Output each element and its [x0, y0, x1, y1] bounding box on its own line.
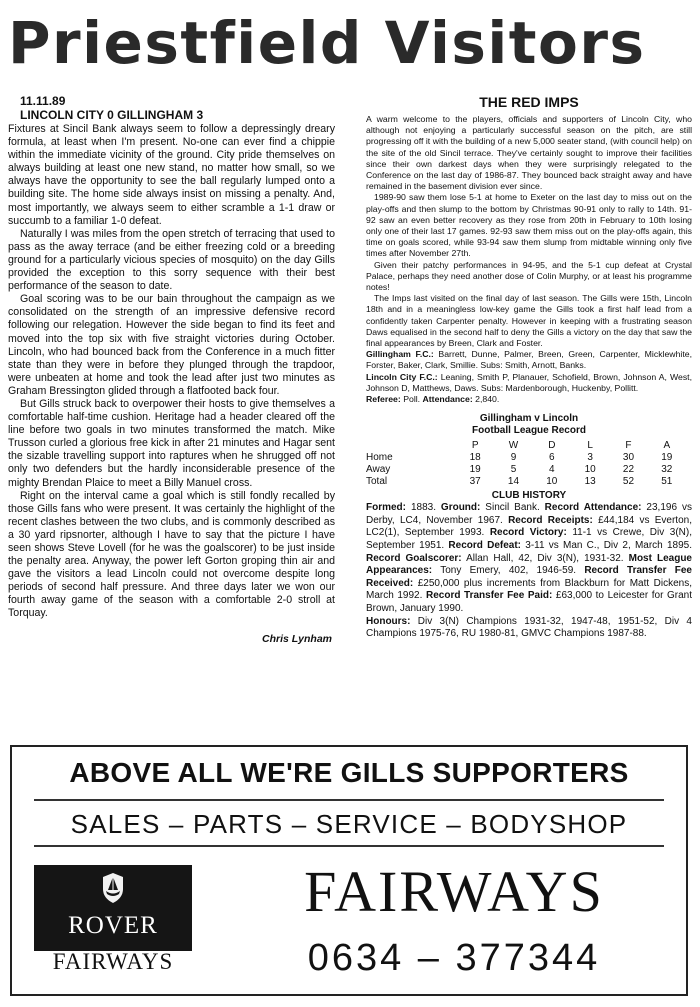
- lincoln-lineup-label: Lincoln City F.C.:: [366, 371, 438, 382]
- table-cell: 32: [661, 464, 673, 476]
- column-header: D: [548, 440, 556, 452]
- attendance-label: Attendance:: [422, 394, 473, 405]
- gills-lineup-label: Gillingham F.C.:: [366, 349, 434, 360]
- page-title: Priestfield Visitors: [8, 9, 646, 77]
- match-report-column: [8, 94, 335, 646]
- attendance-text: 2,840.: [472, 394, 500, 405]
- report-paragraph: But Gills struck back to overpower their hosts to give themselves a comfortable half-time cushion. Heritage had a header cleared off the line before two goals in two minutes transformed the match. Mike Trusson curled a glorious free kick in after 21 minutes and Hagar sent the sizable travelling support into raptures when he shrugged off not only two defenders but the hardly inconsiderable presence of the mighty Brendan Plaice to meet a Billy Manuel cross.: [8, 397, 335, 489]
- section-heading: THE RED IMPS: [479, 94, 579, 110]
- column-header: L: [587, 440, 593, 452]
- table-corner: [366, 440, 456, 452]
- honours-label: Honours:: [366, 615, 411, 627]
- dealer-name: FAIRWAYS: [304, 859, 604, 924]
- column-header: F: [625, 440, 632, 452]
- author-signature: Chris Lynham: [261, 632, 332, 645]
- table-cell: 51: [661, 476, 673, 488]
- league-record-table: [366, 440, 686, 488]
- table-cell: 5: [510, 464, 517, 476]
- table-cell: 3: [587, 452, 593, 464]
- table-cell: 18: [469, 452, 481, 464]
- visitors-profile-column: [366, 94, 692, 641]
- table-cell: 19: [661, 452, 673, 464]
- club-history-title: CLUB HISTORY: [491, 490, 567, 502]
- report-paragraph: Naturally I was miles from the open stretch of terracing that used to pass as the away terrace (and be either freezing cold or a breeding ground for a particularly vicious species of mosquito) on the day Gills provided the exception to this sorry sequence with their best performance of the season to date.: [8, 227, 335, 293]
- match-score: LINCOLN CITY 0 GILLINGHAM 3: [20, 108, 204, 122]
- honours-text: [366, 616, 692, 641]
- table-cell: 10: [546, 476, 558, 488]
- history-value: Sincil Bank.: [480, 502, 545, 514]
- fairways-advert: [10, 745, 688, 996]
- table-cell: 10: [584, 464, 596, 476]
- history-value: Allan Hall, 42, Div 3(N), 1931-32.: [461, 552, 629, 564]
- lincoln-lineup: [366, 372, 692, 394]
- match-date: 11.11.89: [20, 94, 66, 108]
- history-label: Record Receipts:: [508, 514, 593, 526]
- history-value: 3-11 vs Man C., Div 2, March 1895.: [521, 540, 692, 552]
- profile-paragraph: Given their patchy performances in 94-95, and the 5-1 cup defeat at Crystal Palace, perhaps they need another dose of Colin Murphy, or at least his programme notes!: [366, 259, 692, 293]
- table-row: [366, 464, 686, 476]
- gills-lineup-text: Barrett, Dunne, Palmer, Breen, Green, Carpenter, Micklewhite, Forster, Baker, Clark, Smillie. Subs: Smith, Arnott, Banks.: [366, 349, 692, 371]
- history-label: Record Goalscorer:: [366, 552, 462, 564]
- history-value: 1883.: [406, 502, 441, 514]
- advert-headline: ABOVE ALL WE'RE GILLS SUPPORTERS: [69, 757, 629, 788]
- table-row: [366, 452, 686, 464]
- history-value: 23,196 vs Derby, LC4, November 1967.: [366, 502, 692, 526]
- row-label: Home: [366, 452, 393, 464]
- viking-ship-icon: [100, 873, 126, 903]
- history-label: Ground:: [440, 502, 481, 514]
- table-row: [366, 476, 686, 488]
- profile-paragraph: The Imps last visited on the final day of last season. The Gills were 15th, Lincoln 18th and in a meaningless low-key game the Gills took a first half lead from a confidently taken Carpenter penalty. However in keeping with a frustrating season Daws equalised in the second half to deny the Gills a victory on the day that saw the final appearances by Breen, Clark and Foster.: [366, 293, 692, 349]
- referee-text: Poll.: [400, 394, 423, 405]
- history-label: Record Transfer Fee Received:: [366, 565, 692, 589]
- history-label: Most League Appearances:: [366, 552, 692, 577]
- table-cell: 14: [507, 476, 520, 488]
- gills-lineup: [366, 349, 692, 371]
- club-history-text: [366, 502, 692, 615]
- rover-logo: [34, 865, 192, 951]
- table-cell: 6: [549, 452, 555, 464]
- history-value: £44,184 vs Everton, LC2(1), September 1993.: [366, 514, 692, 539]
- column-header: P: [471, 440, 479, 452]
- history-label: Record Defeat:: [448, 540, 522, 552]
- record-title-line: Gillingham v Lincoln: [479, 413, 579, 425]
- table-cell: 22: [622, 464, 635, 476]
- history-value: 11-1 vs Crewe, Div 3(N), September 1951.: [366, 527, 692, 552]
- referee-label: Referee:: [366, 394, 401, 405]
- advert-services: SALES – PARTS – SERVICE – BODYSHOP: [70, 809, 628, 839]
- column-header: W: [508, 440, 519, 452]
- column-header: A: [663, 440, 671, 452]
- table-cell: 37: [469, 476, 481, 488]
- table-cell: 19: [469, 464, 481, 476]
- advert-divider: [34, 845, 664, 847]
- table-cell: 4: [549, 464, 555, 476]
- referee-line: [366, 394, 692, 405]
- table-cell: 9: [510, 452, 517, 464]
- report-paragraph: Fixtures at Sincil Bank always seem to follow a depressingly dreary formula, at least when I'm present. No-one can ever find a chippie within the immediate vicinity of the ground. City pride themselves on always building at least one new stand, no matter how small, so we always have the opportunity to see the ball regularly lumped onto a building site. The home side always insist on missing a penalty. And, most importantly, we always seem to either scramble a 1-1 draw or succumb to a familiar 1-0 defeat.: [8, 123, 335, 227]
- history-value: £250,000 plus increments from Blackburn for Matt Dickens, March 1992.: [366, 577, 692, 602]
- dealer-name-small: FAIRWAYS: [52, 949, 174, 974]
- masthead: [8, 4, 698, 82]
- table-cell: 30: [622, 452, 635, 464]
- honours-value: Div 3(N) Champions 1931-32, 1947-48, 1951-52, Div 4 Champions 1975-76, RU 1980-81, GMVC Champions 1987-88.: [366, 615, 692, 640]
- advert-divider: [34, 799, 664, 801]
- report-paragraph: Goal scoring was to be our bain throughout the campaign as we consolidated on the strength of an impressive defensive record following our relegation. However the side began to find its feet and moved into the top six with five straight victories during October. Lincoln, who had bounced back from the Conference in a much fitter state than they were in before they plunged through the trapdoor, were unbeaten at home and took the lead after just two minutes as Graham Bressington glided through a flatfooted back four.: [8, 293, 335, 397]
- history-label: Record Transfer Fee Paid:: [425, 590, 553, 602]
- record-subtitle-line: Football League Record: [472, 425, 586, 437]
- row-label: Away: [366, 464, 391, 476]
- history-label: Record Victory:: [489, 527, 567, 539]
- history-label: Formed:: [366, 502, 406, 514]
- profile-paragraph: A warm welcome to the players, officials and supporters of Lincoln City, who although not enjoying a particularly successful season on the pitch, are still progressing off it with the building of a new 5,000 seater stand, (with council help) on the site of the old Sincil terrace. They've certainly sought to improve their facilities since their own darkest days when they were surprisingly relegated to the Conference on the last day of 1986-87. They bounced back straight away and have remained in the basement division ever since.: [366, 114, 692, 192]
- rover-wordmark: ROVER: [68, 912, 158, 939]
- table-header-row: [366, 440, 686, 452]
- row-label: Total: [366, 476, 388, 488]
- lincoln-lineup-text: Leaning, Smith P, Planauer, Schofield, Brown, Johnson A, West, Johnson D, Matthews, Daws. Subs: Mardenborough, Huckenby, Pollitt.: [366, 371, 692, 393]
- history-label: Record Attendance:: [544, 502, 642, 514]
- record-title: [366, 413, 692, 437]
- history-value: £63,000 to Leicester for Grant Brown, January 1990.: [366, 590, 693, 615]
- profile-paragraph: 1989-90 saw them lose 5-1 at home to Exeter on the last day to miss out on the play-offs and then slump to the bottom by Christmas 90-91 only to rally to 14th. 91-92 saw an even better recovery as they rose from 20th in February to 10th losing only one of their last 17 games. 92-93 saw them miss out on the play-offs again, this time on goals scored, while 93-94 saw them slump from midtable winning only five times after November 27th.: [366, 192, 692, 259]
- table-cell: 13: [584, 476, 596, 488]
- dealer-phone: 0634 – 377344: [307, 937, 601, 979]
- table-cell: 52: [622, 476, 635, 488]
- history-value: Tony Emery, 402, 1946-59.: [432, 565, 585, 577]
- report-paragraph: Right on the interval came a goal which is still fondly recalled by those Gills fans who were present. It was certainly the highlight of the recent clashes between the two clubs, and is commonly described as a 30 yard ripsnorter, although I have to say that the picture I have seen shows Steve Lovell (for he was the goalscorer) to be just inside the penalty area. Anyway, the power left Gorton groping thin air and gave the visitors a lead Lincoln could not overcome despite long periods of second half pressure. And three days later we won our fourth away game of the season with a comfortable 2-0 stroll at Torquay.: [8, 489, 335, 620]
